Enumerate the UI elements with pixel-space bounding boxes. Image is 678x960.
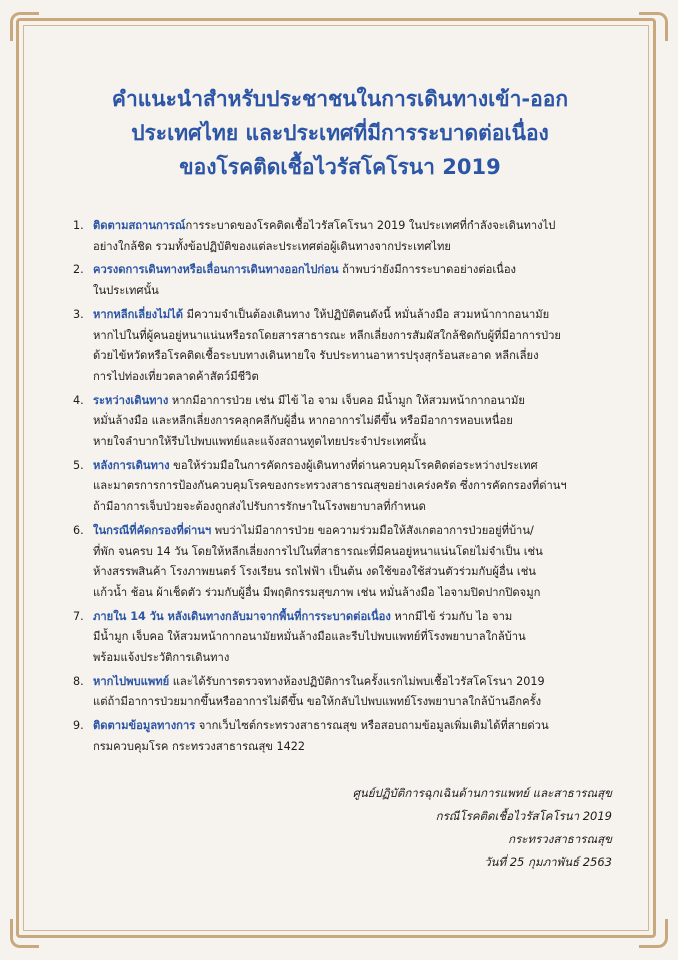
item-text: กรมควบคุมโรค กระทรวงสาธารณสุข 1422: [93, 739, 305, 753]
list-item: [68, 672, 613, 713]
item-text: ถ้าพบว่ายังมีการระบาดอย่างต่อเนื่อง: [338, 263, 517, 277]
item-number: 3.: [73, 307, 84, 321]
item-highlight: ติดตามสถานการณ์: [93, 219, 186, 232]
title-line-2: ประเทศไทย และประเทศที่มีการระบาดต่อเนื่อง: [131, 121, 549, 145]
item-line: [93, 476, 613, 497]
item-number: 5.: [73, 458, 84, 472]
item-highlight: ติดตามข้อมูลทางการ: [93, 719, 196, 733]
item-line: [93, 716, 613, 737]
item-highlight: หลังการเดินทาง: [93, 458, 170, 472]
item-line: [93, 346, 613, 367]
item-number: 1.: [73, 219, 84, 232]
item-number: 2.: [73, 263, 84, 277]
item-line: [93, 391, 613, 412]
item-line: [93, 305, 613, 326]
item-text: และได้รับการตรวจทางห้องปฏิบัติการในครั้งแรกไม่พบเชื้อไวรัสโคโรนา 2019: [169, 674, 545, 688]
list-item: [68, 716, 613, 757]
item-text: จากเว็บไซต์กระทรวงสาธารณสุข หรือสอบถามข้อมูลเพิ่มเติมได้ที่สายด่วน: [195, 719, 549, 733]
item-text: การไปท่องเที่ยวตลาดค้าสัตว์มีชีวิต: [93, 369, 259, 383]
item-text: หายใจลำบากให้รีบไปพบแพทย์และแจ้งสถานทูตไทยประจำประเทศนั้น: [93, 435, 426, 449]
item-text: แก้วน้ำ ช้อน ผ้าเช็ดตัว ร่วมกับผู้อื่น มีพฤติกรรมสุขภาพ เช่น หมั่นล้างมือ ไอจามปิดปากปิดจมูก: [93, 585, 541, 599]
list-item: [68, 391, 613, 453]
item-text: ถ้ามีอาการเจ็บป่วยจะต้องถูกส่งไปรับการรักษาในโรงพยาบาลที่กำหนด: [93, 500, 426, 514]
item-line: [93, 411, 613, 432]
corner-ornament: [10, 12, 39, 41]
item-text: ที่พัก จนครบ 14 วัน โดยให้หลีกเลี่ยงการไปในที่สาธารณะที่มีคนอยู่หนาแน่นโดยไม่จำเป็น เช่น: [93, 544, 543, 558]
item-line: [93, 281, 613, 302]
signature-ministry: กระทรวงสาธารณสุข: [508, 832, 612, 846]
item-text: พบว่าไม่มีอาการป่วย ขอความร่วมมือให้สังเกตอาการป่วยอยู่ที่บ้าน/: [211, 523, 534, 537]
item-number: 8.: [73, 674, 84, 688]
title-line-1: คำแนะนำสำหรับประชาชนในการเดินทางเข้า-ออก: [111, 87, 569, 111]
item-text: ในประเทศนั้น: [93, 284, 159, 298]
item-text: และมาตรการการป้องกันควบคุมโรคของกระทรวงสาธารณสุขอย่างเคร่งครัด ซึ่งการคัดกรองที่ด่านฯ: [93, 479, 567, 493]
item-line: [93, 627, 613, 648]
item-text: ขอให้ร่วมมือในการคัดกรองผู้เดินทางที่ด่านควบคุมโรคติดต่อระหว่างประเทศ: [169, 458, 538, 472]
item-highlight: ในกรณีที่คัดกรองที่ด่านฯ: [93, 523, 212, 537]
item-text: มีน้ำมูก เจ็บคอ ให้สวมหน้ากากอนามัยหมั่นล้างมือและรีบไปพบแพทย์ที่โรงพยาบาลใกล้บ้าน: [93, 630, 526, 644]
item-number: 6.: [73, 523, 84, 537]
item-text: อย่างใกล้ชิด รวมทั้งข้อปฏิบัติของแต่ละประเทศต่อผู้เดินทางจากประเทศไทย: [93, 239, 451, 253]
signature-org: ศูนย์ปฏิบัติการฉุกเฉินด้านการแพทย์ และสาธารณสุข: [352, 786, 612, 800]
item-line: [93, 367, 613, 388]
list-item: [68, 607, 613, 669]
item-highlight: ภายใน 14 วัน หลังเดินทางกลับมาจากพื้นที่การระบาดต่อเนื่อง: [93, 609, 391, 623]
document-title: [60, 82, 620, 184]
item-text: ห้างสรรพสินค้า โรงภาพยนตร์ โรงเรียน รถไฟฟ้า เป็นต้น งดใช้ของใช้ส่วนตัวร่วมกับผู้อื่น เช่น: [93, 565, 536, 579]
corner-ornament: [639, 919, 668, 948]
item-line: [93, 692, 613, 713]
item-line: [93, 432, 613, 453]
list-item: [68, 260, 613, 301]
title-line-3: ของโรคติดเชื้อไวรัสโคโรนา 2019: [179, 155, 501, 179]
item-number: 9.: [73, 719, 84, 733]
item-line: [93, 583, 613, 604]
item-text: หากมีอาการป่วย เช่น มีไข้ ไอ จาม เจ็บคอ มีน้ำมูก ให้สวมหน้ากากอนามัย: [168, 393, 525, 407]
item-line: [93, 497, 613, 518]
list-item: [68, 521, 613, 604]
item-text: ด้วยไข้หวัดหรือโรคติดเชื้อระบบทางเดินหายใจ รับประทานอาหารปรุงสุกร้อนสะอาด หลีกเลี่ยง: [93, 349, 539, 363]
list-item: [68, 456, 613, 518]
signature-case: กรณีโรคติดเชื้อไวรัสโคโรนา 2019: [435, 809, 612, 823]
list-item: [68, 216, 613, 257]
item-text: มีความจำเป็นต้องเดินทาง ให้ปฏิบัติตนดังนี้ หมั่นล้างมือ สวมหน้ากากอนามัย: [183, 307, 550, 321]
item-text: หากมีไข้ ร่วมกับ ไอ จาม: [390, 609, 513, 623]
item-line: [93, 607, 613, 628]
item-line: [93, 542, 613, 563]
item-highlight: ระหว่างเดินทาง: [93, 393, 169, 407]
item-line: [93, 672, 613, 693]
signature-block: [353, 782, 612, 874]
list-item: [68, 305, 613, 388]
item-text: แต่ถ้ามีอาการป่วยมากขึ้นหรืออาการไม่ดีขึ้น ขอให้กลับไปพบแพทย์โรงพยาบาลใกล้บ้านอีกครั้ง: [93, 695, 542, 709]
item-line: [93, 326, 613, 347]
item-line: [93, 648, 613, 669]
item-line: [93, 237, 613, 258]
item-text: หากไปในที่ผู้คนอยู่หนาแน่นหรือรถโดยสารสาธารณะ หลีกเลี่ยงการสัมผัสใกล้ชิดกับผู้ที่มีอาการป่วย: [93, 328, 561, 342]
item-line: [93, 521, 613, 542]
item-text: การระบาดของโรคติดเชื้อไวรัสโคโรนา 2019 ในประเทศที่กำลังจะเดินทางไป: [185, 219, 556, 232]
item-highlight: ควรงดการเดินทางหรือเลื่อนการเดินทางออกไปก่อน: [93, 263, 339, 277]
corner-ornament: [639, 12, 668, 41]
signature-date: วันที่ 25 กุมภาพันธ์ 2563: [484, 855, 612, 869]
item-line: [93, 737, 613, 758]
item-number: 7.: [73, 609, 84, 623]
item-highlight: หากไปพบแพทย์: [93, 674, 170, 688]
corner-ornament: [10, 919, 39, 948]
advice-list: [68, 216, 613, 761]
item-line: [93, 562, 613, 583]
item-line: [93, 216, 613, 237]
item-line: [93, 260, 613, 281]
item-text: พร้อมแจ้งประวัติการเดินทาง: [93, 651, 230, 665]
item-line: [93, 456, 613, 477]
item-highlight: หากหลีกเลี่ยงไม่ได้: [93, 307, 184, 321]
item-number: 4.: [73, 393, 84, 407]
item-text: หมั่นล้างมือ และหลีกเลี่ยงการคลุกคลีกับผู้อื่น หากอาการไม่ดีขึ้น หรือมีอาการหอบเหนื่อย: [93, 414, 513, 428]
